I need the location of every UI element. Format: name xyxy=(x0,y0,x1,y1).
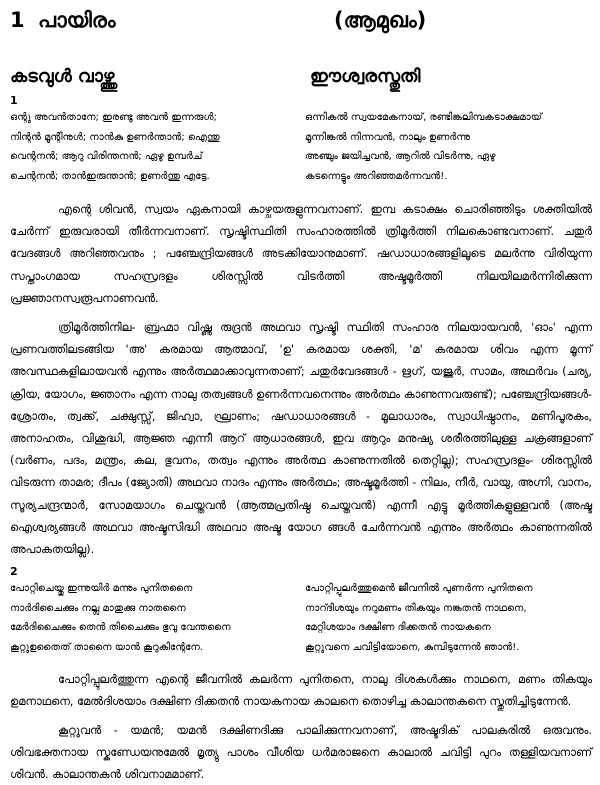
verse-line: കൂറ്റുഉതൈത് താനൈ യാൻ കൂറുകിന്റേനേ. xyxy=(10,641,203,653)
commentary-paragraph: എന്റെ ശിവൻ, സ്വയം ഏകനായി കാഴ്ചയരുളുന്നവനാണ്. ഇമ്പ കടാക്ഷം ചൊരിഞ്ഞിടും ശക്തിയിൽ ചേർന്ന് ഇരുവരായി തീർന്നവനാണ്. സൃഷ്ടിസ്ഥിതി സംഹാരത്തിൽ ത്രിമൂർത്തി നിലകൊണ്ടവനാണ്. ചതുർ വേദങ്ങൾ അറിഞ്ഞവനും ; പഞ്ചേന്ദ്രിയങ്ങൾ അടക്കിയോനുമാണ്. ഷഡാധാരങ്ങളിലൂടെ മലർന്നു വിരിയുന്ന സപ്താംഗമായ സഹസ്രദളം ശിരസ്സിൽ വിടർത്തി അഷ്ടമൂർത്തി നിലയിലമർന്നിരിക്കുന്ന പ്രജ്ഞാനസ്വരൂപനാണവൻ. xyxy=(10,202,592,305)
verse-line: ചെന്റനൻ; താൻഇരുന്താൻ; ഉണർന്തു എട്ടേ. xyxy=(10,170,210,182)
verse-line: നാർദിചൈക്കും നല്ല മാതുക്കു നാതനൈ xyxy=(10,602,186,614)
verse-line: വെന്റനൻ; ആറു വിരിന്തനൻ; ഏഴു ഉമ്പർച് xyxy=(10,151,203,162)
verse-line: മേറ്റിശയാം ദക്ഷിണ ദിക്കതൻ നായകനെ xyxy=(305,622,491,634)
verse-1 xyxy=(10,108,592,186)
section-heading-malayalam: ഈശ്വരസ്തുതി xyxy=(310,66,421,87)
verse-number: 1 xyxy=(10,94,18,107)
chapter-header xyxy=(10,0,592,40)
verse-line: നാറ്ദിശയും നറുമണം തികയും നങ്കതൻ നാഥനെ, xyxy=(305,602,527,614)
verse-2-tamil xyxy=(10,579,297,657)
chapter-title: പായിരം xyxy=(38,8,116,32)
verse-line: അഞ്ചും ജയിച്ചവൻ, ആറിൽ വിടർന്നു, ഏഴു xyxy=(305,151,496,162)
section-heading-tamil: കടവുൾ വാഴ്ത്തു xyxy=(10,66,115,87)
chapter-subtitle: (ആമുഖം) xyxy=(334,8,427,32)
verse-line: മൂന്നിങ്കൽ നിന്നവൻ, നാലും ഉണർന്നു xyxy=(305,131,471,143)
commentary-paragraph: കൂറ്റുവൻ - യമൻ; യമൻ ദക്ഷിണദിക്കു പാലിക്കുന്നവനാണ്, അഷ്ടദിക് പാലകരിൽ ഒരുവനും. ശിവഭക്തനായ സ്കണ്ഡേയനുമേൽ മൃത്യു പാശം വീശിയ ധർമരാജനെ കാലാൽ ചവിട്ടി പുറം തള്ളിയവനാണ് ശിവൻ. കാലാന്തകൻ ശിവനാമമാണ്. xyxy=(10,722,592,782)
verse-line: കൂറ്റുവനെ ചവിട്ടിയോനെ, കുമ്പിടുന്നേൻ ഞാൻ!. xyxy=(305,641,520,653)
verse-number: 2 xyxy=(10,565,18,579)
section-headings xyxy=(10,66,592,94)
verse-line: മേർദിചൈക്കും തെൻ തിചൈക്കും ഭുവു വേന്തനൈ xyxy=(10,622,231,634)
verse-line: കടന്നെട്ടും അറിഞ്ഞമർന്നവൻ!. xyxy=(305,170,448,182)
verse-1-tamil xyxy=(10,108,297,186)
verse-line: ഒന്നികൽ സ്വയമേകനായ്, രണ്ടിങ്കലിമ്പകടാക്ഷമായ് xyxy=(305,112,542,123)
verse-2-malayalam xyxy=(297,579,592,657)
commentary-paragraph: ത്രിമൂർത്തിനില- ബ്രഹ്മാ വിഷ്ണു രുദ്രൻ അഥവാ സൃഷ്ടി സ്ഥിതി സംഹാര നിലയായവൻ, 'ഓം' എന്ന പ്രണവത്തിലടങ്ങിയ 'അ' കരമായ ആത്മാവ്, 'ഉ' കരമായ ശക്തി, 'മ' കരമായ ശിവം എന്ന മൂന്ന് അവസ്ഥകളിലായവൻ എന്നും അർത്ഥമാക്കാവുന്നതാണ്; ചതുർവേദങ്ങൾ - ഋഗ്, യജുർ, സാമം, അഥർവം (ചര്യ, ക്രിയ, യോഗം, ജ്ഞാനം എന്ന നാലു തത്വങ്ങൾ ഉണർന്നവനെന്നും അർത്ഥം കാണുന്നവരുണ്ട്); പഞ്ചേന്ദ്രിയങ്ങൾ- ശ്രോതം, ത്വക്ക്, ചക്ഷുസ്സ്, ജിഹ്വാ, ഘ്രാണം; ഷഡാധാരങ്ങൾ - മൂലാധാരം, സ്വാധിഷ്ഠാനം, മണിപൂരകം, അനാഹതം, വിശുദ്ധി, ആജ്ഞ എന്നീ ആറ് ആധാരങ്ങൾ, ഇവ ആറും മനുഷ്യ ശരീരത്തിലുള്ള ചക്രങ്ങളാണ് (വർണം, പദം, മന്ത്രം, കല, ഭുവനം, തത്വം എന്നും അർത്ഥ കാണുന്നതിൽ തെറ്റില്ല); സഹസ്രദളം- ശിരസ്സിൽ വിടരുന്ന താമര; ദീപം (ജ്യോതി) അഥവാ നാദം എന്നും അർത്ഥം; അഷ്ടമൂർത്തി - നിലം, നീർ, വായു, അഗ്നി, വാനം, സൂര്യചന്ദ്രന്മാർ, സോമയാഗം ചെയ്തവൻ (ആത്മപ്രതിഷ്ഠ ചെയ്തവൻ) എന്നീ എട്ടു മൂർത്തികളുള്ളവൻ (അഷ്ട ഐശ്വര്യങ്ങൾ അഥവാ അഷ്ടസിദ്ധി അഥവാ അഷ്ട യോഗ ങ്ങൾ ചേർന്നവൻ എന്നും അർത്ഥം കാണുന്നതിൽ അപാകതയില്ല). xyxy=(10,320,592,557)
verse-line: നിന്റൻ മൂന്റിനുൾ; നാൻകു ഉണർന്താൻ; ഐന്തു xyxy=(10,131,220,143)
verse-1-malayalam xyxy=(297,108,592,186)
verse-line: പോറ്റിചെയ്തു ഇന്നുയിർ മന്നും പുനിതനൈ xyxy=(10,583,193,595)
verse-2 xyxy=(10,579,592,657)
verse-line: പോറ്റിപ്പുലർത്തുമെൻ ജീവനിൽ പുണർന്ന പുനിതനെ xyxy=(305,583,533,595)
chapter-number: 1 xyxy=(10,8,25,32)
verse-line: ഒന്റു അവൻതാനേ; ഇരണ്ടു അവൻ ഇന്നരുൾ; xyxy=(10,112,217,123)
commentary-paragraph: പോറ്റിപ്പുലർത്തുന്ന എന്റെ ജീവനിൽ കലർന്ന പുനിതനെ, നാലു ദിശകൾക്കും നാഥനെ, മണം തികയും ഉമനാഥനെ, മേൽദിശയാം ദക്ഷിണ ദിക്കതൻ നായകനായ കാലനെ തൊഴിച്ച കാലാന്തകനെ സ്തുതിച്ചിടുന്നേൻ. xyxy=(10,672,592,709)
